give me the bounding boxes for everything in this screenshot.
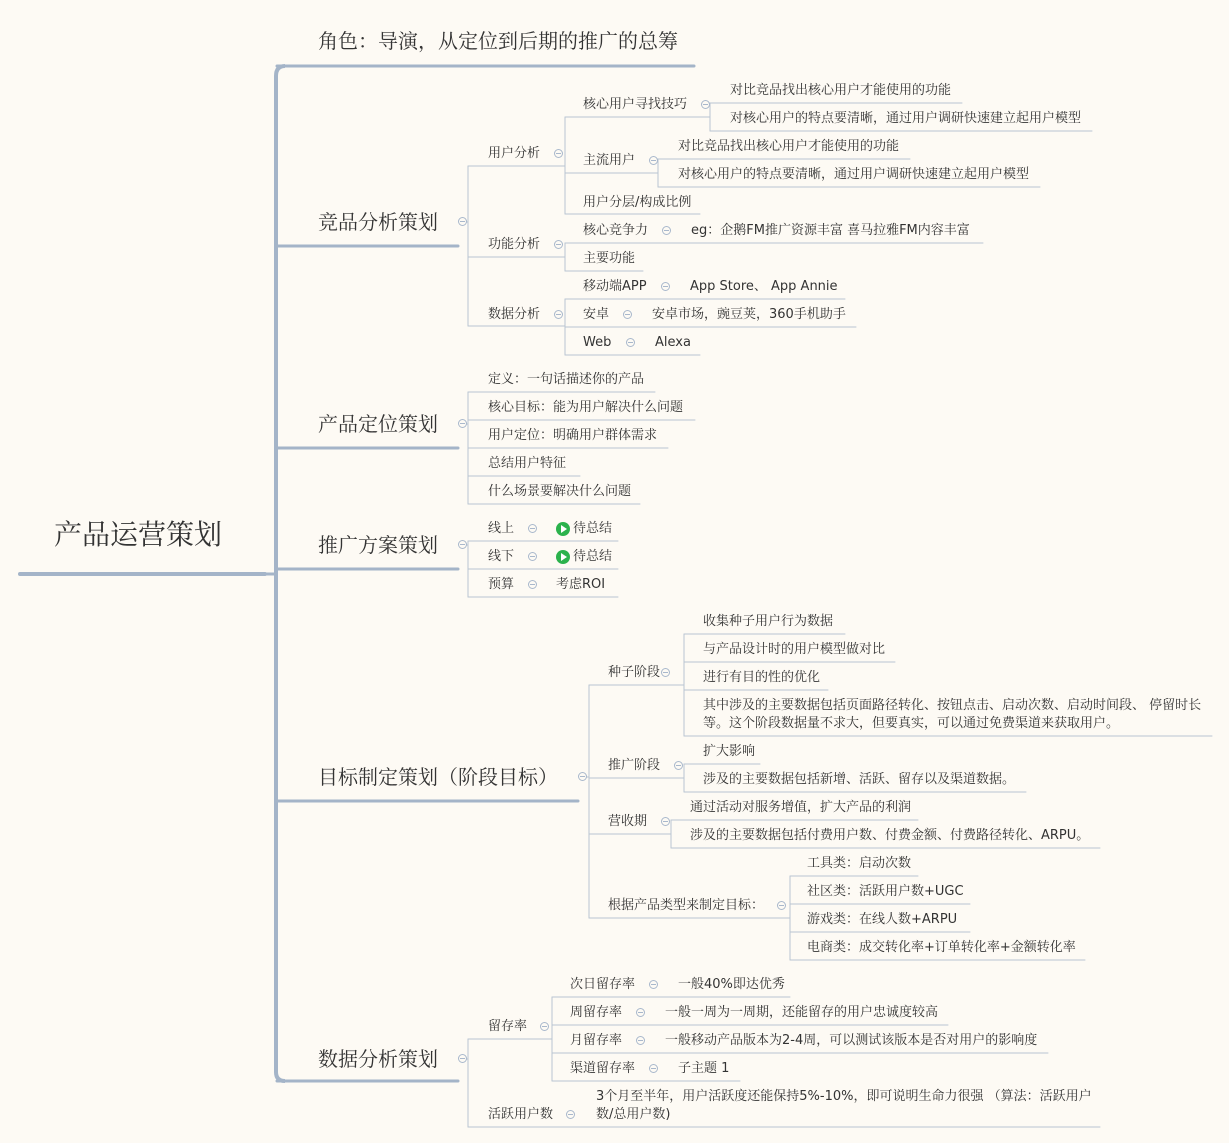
retention-next-day[interactable]: 次日留存率 <box>570 977 636 992</box>
collapse-toggle-icon[interactable] <box>458 217 467 226</box>
positioning-item[interactable]: 定义：一句话描述你的产品 <box>488 372 645 387</box>
positioning-item[interactable]: 总结用户特征 <box>488 456 567 471</box>
positioning-item[interactable]: 什么场景要解决什么问题 <box>488 484 632 499</box>
by-type-item[interactable]: 游戏类：在线人数+ARPU <box>807 912 958 927</box>
revenue-stage[interactable]: 营收期 <box>608 814 648 829</box>
retention-channel-note[interactable]: 子主题 1 <box>678 1061 730 1076</box>
seed-stage[interactable]: 种子阶段 <box>608 665 661 680</box>
by-type-item[interactable]: 工具类：启动次数 <box>807 856 912 871</box>
collapse-toggle-icon[interactable] <box>554 310 563 319</box>
collapse-toggle-icon[interactable] <box>661 668 670 677</box>
promo-budget-note[interactable]: 考虑ROI <box>556 577 606 592</box>
positioning-item[interactable]: 核心目标：能为用户解决什么问题 <box>488 400 684 415</box>
branch-data[interactable]: 数据分析策划 <box>318 1047 438 1071</box>
mainstream-user-item[interactable]: 对比竞品找出核心用户才能使用的功能 <box>678 139 900 154</box>
web[interactable]: Web <box>583 335 612 350</box>
main-features[interactable]: 主要功能 <box>583 251 636 266</box>
branch-competitive[interactable]: 竞品分析策划 <box>318 210 438 234</box>
user-analysis[interactable]: 用户分析 <box>488 146 541 161</box>
retention-monthly-note[interactable]: 一般移动产品版本为2-4周，可以测试该版本是否对用户的影响度 <box>665 1033 1038 1048</box>
promo-stage[interactable]: 推广阶段 <box>608 758 661 773</box>
promo-offline[interactable]: 线下 <box>488 549 515 564</box>
retention-monthly[interactable]: 月留存率 <box>570 1033 623 1048</box>
core-user-tip-item[interactable]: 对核心用户的特点要清晰，通过用户调研快速建立起用户模型 <box>730 111 1082 126</box>
collapse-toggle-icon[interactable] <box>701 100 710 109</box>
collapse-toggle-icon[interactable] <box>777 901 786 910</box>
collapse-toggle-icon[interactable] <box>528 580 537 589</box>
user-layering[interactable]: 用户分层/构成比例 <box>583 195 692 210</box>
collapse-toggle-icon[interactable] <box>623 310 632 319</box>
mainstream-user[interactable]: 主流用户 <box>583 153 636 168</box>
collapse-toggle-icon[interactable] <box>540 1022 549 1031</box>
seed-item[interactable]: 收集种子用户行为数据 <box>703 614 834 629</box>
retention-weekly[interactable]: 周留存率 <box>570 1005 623 1020</box>
collapse-toggle-icon[interactable] <box>528 524 537 533</box>
collapse-toggle-icon[interactable] <box>649 156 658 165</box>
core-user-tips[interactable]: 核心用户寻找技巧 <box>583 97 688 112</box>
revenue-item[interactable]: 涉及的主要数据包括付费用户数、付费金额、付费路径转化、ARPU。 <box>690 828 1090 843</box>
branch-positioning[interactable]: 产品定位策划 <box>318 412 438 436</box>
collapse-toggle-icon[interactable] <box>458 1054 467 1063</box>
collapse-toggle-icon[interactable] <box>554 240 563 249</box>
collapse-toggle-icon[interactable] <box>661 817 670 826</box>
root-topic[interactable]: 产品运营策划 <box>54 518 223 551</box>
promo-stage-item[interactable]: 扩大影响 <box>703 744 756 759</box>
android-tools[interactable]: 安卓市场，豌豆荚，360手机助手 <box>652 307 846 322</box>
collapse-toggle-icon[interactable] <box>662 226 671 235</box>
active-users[interactable]: 活跃用户数 <box>488 1107 554 1122</box>
promo-offline-task[interactable]: 待总结 <box>573 549 613 564</box>
web-tools[interactable]: Alexa <box>655 335 691 350</box>
feature-analysis[interactable]: 功能分析 <box>488 237 541 252</box>
retention-next-day-note[interactable]: 一般40%即达优秀 <box>678 977 785 992</box>
positioning-item[interactable]: 用户定位：明确用户群体需求 <box>488 428 658 443</box>
connector-line <box>276 66 285 1081</box>
collapse-toggle-icon[interactable] <box>578 772 587 781</box>
active-users-note[interactable]: 3个月至半年，用户活跃度还能保持5%-10%，即可说明生命力很强 （算法：活跃用户数/总用户数) <box>596 1089 1092 1122</box>
collapse-toggle-icon[interactable] <box>566 1110 575 1119</box>
collapse-toggle-icon[interactable] <box>528 552 537 561</box>
mobile-app[interactable]: 移动端APP <box>583 279 647 294</box>
collapse-toggle-icon[interactable] <box>674 761 683 770</box>
collapse-toggle-icon[interactable] <box>554 149 563 158</box>
promo-online-task[interactable]: 待总结 <box>573 521 613 536</box>
retention-channel[interactable]: 渠道留存率 <box>570 1061 636 1076</box>
collapse-toggle-icon[interactable] <box>636 1008 645 1017</box>
collapse-toggle-icon[interactable] <box>626 338 635 347</box>
mainstream-user-item[interactable]: 对核心用户的特点要清晰，通过用户调研快速建立起用户模型 <box>678 167 1030 182</box>
seed-item[interactable]: 与产品设计时的用户模型做对比 <box>703 642 886 657</box>
play-icon[interactable] <box>556 522 570 536</box>
play-icon[interactable] <box>556 550 570 564</box>
revenue-item[interactable]: 通过活动对服务增值，扩大产品的利润 <box>690 800 912 815</box>
retention-weekly-note[interactable]: 一般一周为一周期，还能留存的用户忠诚度较高 <box>665 1005 939 1020</box>
data-analysis[interactable]: 数据分析 <box>488 307 541 322</box>
core-user-tip-item[interactable]: 对比竞品找出核心用户才能使用的功能 <box>730 83 952 98</box>
by-type-item[interactable]: 社区类：活跃用户数+UGC <box>807 884 964 899</box>
branch-goals[interactable]: 目标制定策划（阶段目标） <box>318 765 558 789</box>
collapse-toggle-icon[interactable] <box>458 540 467 549</box>
collapse-toggle-icon[interactable] <box>649 1064 658 1073</box>
branch-role[interactable]: 角色：导演，从定位到后期的推广的总筹 <box>318 29 678 53</box>
by-type-item[interactable]: 电商类：成交转化率+订单转化率+金额转化率 <box>807 940 1076 955</box>
android[interactable]: 安卓 <box>583 307 610 322</box>
collapse-toggle-icon[interactable] <box>636 1036 645 1045</box>
core-competitiveness[interactable]: 核心竞争力 <box>583 223 649 238</box>
collapse-toggle-icon[interactable] <box>458 419 467 428</box>
retention[interactable]: 留存率 <box>488 1019 528 1034</box>
by-type[interactable]: 根据产品类型来制定目标： <box>608 898 765 913</box>
mobile-app-tools[interactable]: App Store、 App Annie <box>690 279 838 294</box>
core-competitiveness-example[interactable]: eg：企鹅FM推广资源丰富 喜马拉雅FM内容丰富 <box>691 223 970 238</box>
seed-item[interactable]: 其中涉及的主要数据包括页面路径转化、按钮点击、启动次数、启动时间段、 停留时长等。这个阶段数据量不求大，但要真实，可以通过免费渠道来获取用户。 <box>703 698 1202 731</box>
branch-promotion[interactable]: 推广方案策划 <box>318 533 438 557</box>
promo-stage-item[interactable]: 涉及的主要数据包括新增、活跃、留存以及渠道数据。 <box>703 772 1016 787</box>
seed-item[interactable]: 进行有目的性的优化 <box>703 670 821 685</box>
collapse-toggle-icon[interactable] <box>661 282 670 291</box>
promo-budget[interactable]: 预算 <box>488 577 515 592</box>
collapse-toggle-icon[interactable] <box>649 980 658 989</box>
promo-online[interactable]: 线上 <box>488 521 515 536</box>
